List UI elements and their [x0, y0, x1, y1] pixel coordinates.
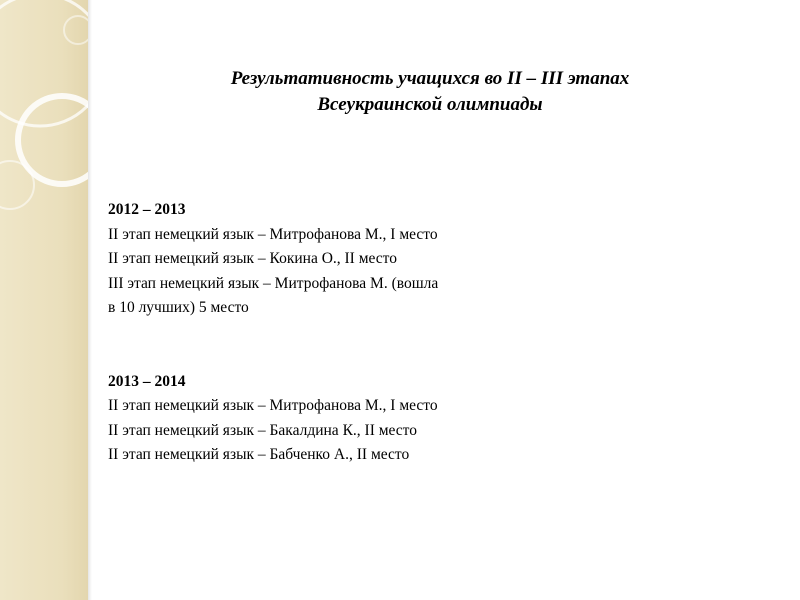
- title-line-2: Всеукраинской олимпиады: [317, 94, 543, 115]
- result-line: II этап немецкий язык – Митрофанова М., I место: [108, 225, 438, 243]
- result-line: III этап немецкий язык – Митрофанова М. (вошла: [108, 274, 439, 292]
- results-block-2012-2013: [108, 198, 548, 321]
- ring-large: [0, 0, 88, 126]
- result-line: в 10 лучших) 5 место: [108, 299, 249, 316]
- band-shadow-edge: [88, 0, 92, 600]
- results-content: [108, 198, 548, 468]
- result-line: II этап немецкий язык – Бакалдина К., II место: [108, 421, 418, 439]
- result-line: II этап немецкий язык – Митрофанова М., I место: [108, 397, 438, 414]
- title-line-1: Результативность учащихся во II – III этапах: [230, 68, 630, 89]
- year-heading: 2013 – 2014: [108, 372, 186, 390]
- result-line: II этап немецкий язык – Кокина О., II место: [108, 250, 397, 267]
- ring-tiny: [64, 16, 88, 44]
- slide-title: [110, 66, 750, 118]
- result-line: II этап немецкий язык – Бабченко А., II место: [108, 446, 410, 463]
- decorative-left-band: [0, 0, 88, 600]
- decorative-rings: [0, 0, 88, 220]
- results-block-2013-2014: [108, 370, 548, 468]
- year-heading: 2012 – 2013: [108, 201, 186, 218]
